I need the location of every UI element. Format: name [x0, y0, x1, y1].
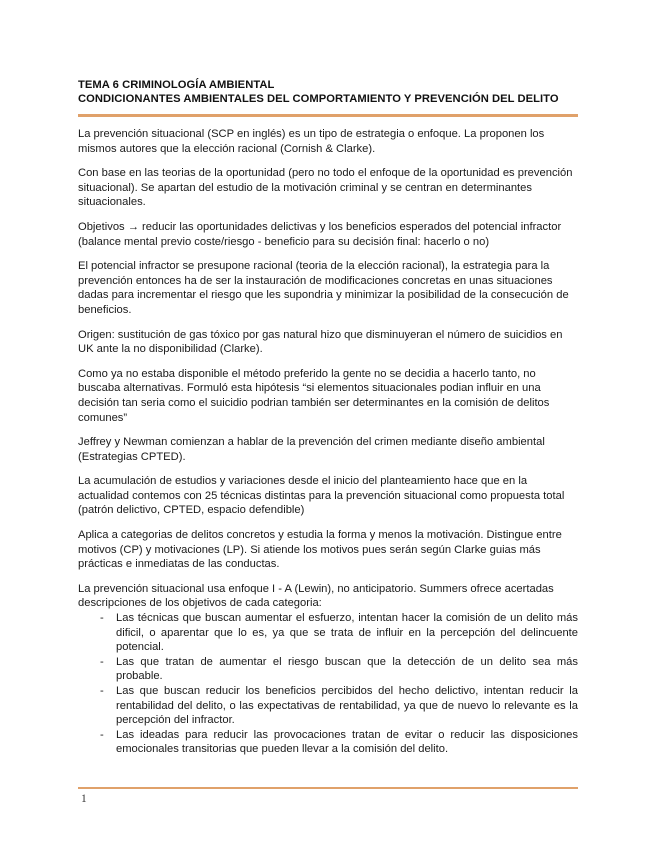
title-line-2: CONDICIONANTES AMBIENTALES DEL COMPORTAMIENTO Y PREVENCIÓN DEL DELITO — [78, 93, 559, 105]
list-item — [100, 655, 578, 684]
paragraph: La prevención situacional usa enfoque I - A (Lewin), no anticipatorio. Summers ofrece acertadas descripciones de los objetivos de cada categoria: — [78, 582, 554, 610]
list-item — [100, 728, 578, 757]
paragraph: Origen: sustitución de gas tóxico por gas natural hizo que disminuyeran el número de suicidios en UK ante la no disponibilidad (Clarke). — [78, 328, 563, 356]
footer-divider — [78, 787, 578, 789]
paragraph: Objetivos → reducir las oportunidades delictivas y los beneficios esperados del potencial infractor (balance mental previo coste/riesgo - beneficio para su decisión final: hacerlo o no) — [78, 220, 562, 248]
list-item-text: Las que tratan de aumentar el riesgo buscan que la detección de un delito sea más probable. — [116, 655, 578, 683]
page-content — [78, 78, 578, 757]
header-divider — [78, 114, 578, 117]
paragraph: El potencial infractor se presupone racional (teoria de la elección racional), la estrategia para la prevención entonces ha de ser la instauración de modificaciones concretas en unas situaciones dadas para incrementar el riesgo que les supondria y minimizar la posibilidad de la consecución de beneficios. — [78, 260, 569, 316]
title-line-1: TEMA 6 CRIMINOLOGÍA AMBIENTAL — [78, 79, 275, 91]
objectives-list — [78, 611, 578, 757]
list-item-text: Las técnicas que buscan aumentar el esfuerzo, intentan hacer la comisión de un delito más dificil, o aparentar que lo es, ya que se trata de influir en la percepción del delincuente potencial. — [116, 612, 578, 654]
list-item-text: Las ideadas para reducir las provocaciones tratan de evitar o reducir las disposiciones emocionales transitorias que pueden llevar a la comisión del delito. — [116, 728, 578, 756]
list-item — [100, 684, 578, 728]
paragraph: Como ya no estaba disponible el método preferido la gente no se decidia a hacerlo tanto, no buscaba alternativas. Formuló esta hipótesis “si elementos situacionales podian influir en una decisión tan seria como el suicidio podrian también ser determinantes en la comisión de delitos comunes” — [78, 367, 550, 424]
paragraph: La acumulación de estudios y variaciones desde el inicio del planteamiento hace que en la actualidad contemos con 25 técnicas distintas para la prevención situacional como propuesta total (patrón delictivo, CPTED, espacio defendible) — [78, 475, 565, 517]
list-marker: - — [100, 685, 104, 697]
paragraph: Jeffrey y Newman comienzan a hablar de la prevención del crimen mediante diseño ambiental (Estrategias CPTED). — [78, 436, 545, 463]
paragraph: La prevención situacional (SCP en inglés) es un tipo de estrategia o enfoque. La proponen los mismos autores que la elección racional (Cornish & Clarke). — [78, 128, 545, 155]
list-item — [100, 611, 578, 655]
page-number: 1 — [81, 793, 87, 805]
list-marker: - — [100, 612, 104, 625]
document-title — [78, 78, 578, 106]
paragraph: Con base en las teorias de la oportunidad (pero no todo el enfoque de la oportunidad es prevención situacional). Se apartan del estudio de la motivación criminal y se centran en determinantes situacionales. — [78, 167, 573, 209]
list-item-text: Las que buscan reducir los beneficios percibidos del hecho delictivo, intentan reducir la rentabilidad del delito, o las expectativas de rentabilidad, ya que de nuevo lo relevante es la percepción del infractor. — [116, 685, 578, 727]
paragraph: Aplica a categorias de delitos concretos y estudia la forma y menos la motivación. Distingue entre motivos (CP) y motivaciones (LP). Si atiende los motivos pues serán según Clarke guias más prácticas e inmediatas de las conductas. — [78, 529, 562, 571]
list-marker: - — [100, 728, 104, 741]
list-marker: - — [100, 655, 104, 668]
